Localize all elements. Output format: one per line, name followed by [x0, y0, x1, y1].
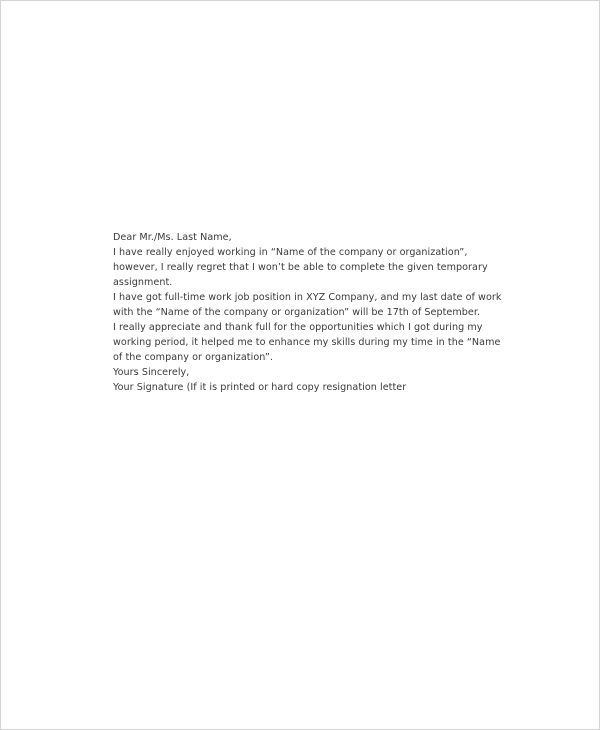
letter-signature: Your Signature (If it is printed or hard copy resignation letter — [113, 382, 407, 393]
letter-paragraph-line: of the company or organization”. — [113, 352, 273, 363]
letter-paragraph-line: assignment. — [113, 277, 173, 288]
letter-paragraph-line: however, I really regret that I won’t be able to complete the given temporary — [113, 262, 488, 273]
letter-paragraph-line: with the “Name of the company or organization” will be 17th of September. — [113, 307, 481, 318]
letter-closing: Yours Sincerely, — [113, 367, 190, 378]
letter-paragraph-line: I have really enjoyed working in “Name of the company or organization”, — [113, 247, 468, 258]
letter-paragraph-line: I really appreciate and thank full for the opportunities which I got during my — [113, 322, 483, 333]
letter-paragraph-line: working period, it helped me to enhance my skills during my time in the “Name — [113, 337, 501, 348]
letter-body — [113, 230, 513, 395]
letter-greeting: Dear Mr./Ms. Last Name, — [113, 232, 232, 243]
letter-paragraph-line: I have got full-time work job position in XYZ Company, and my last date of work — [113, 292, 502, 303]
